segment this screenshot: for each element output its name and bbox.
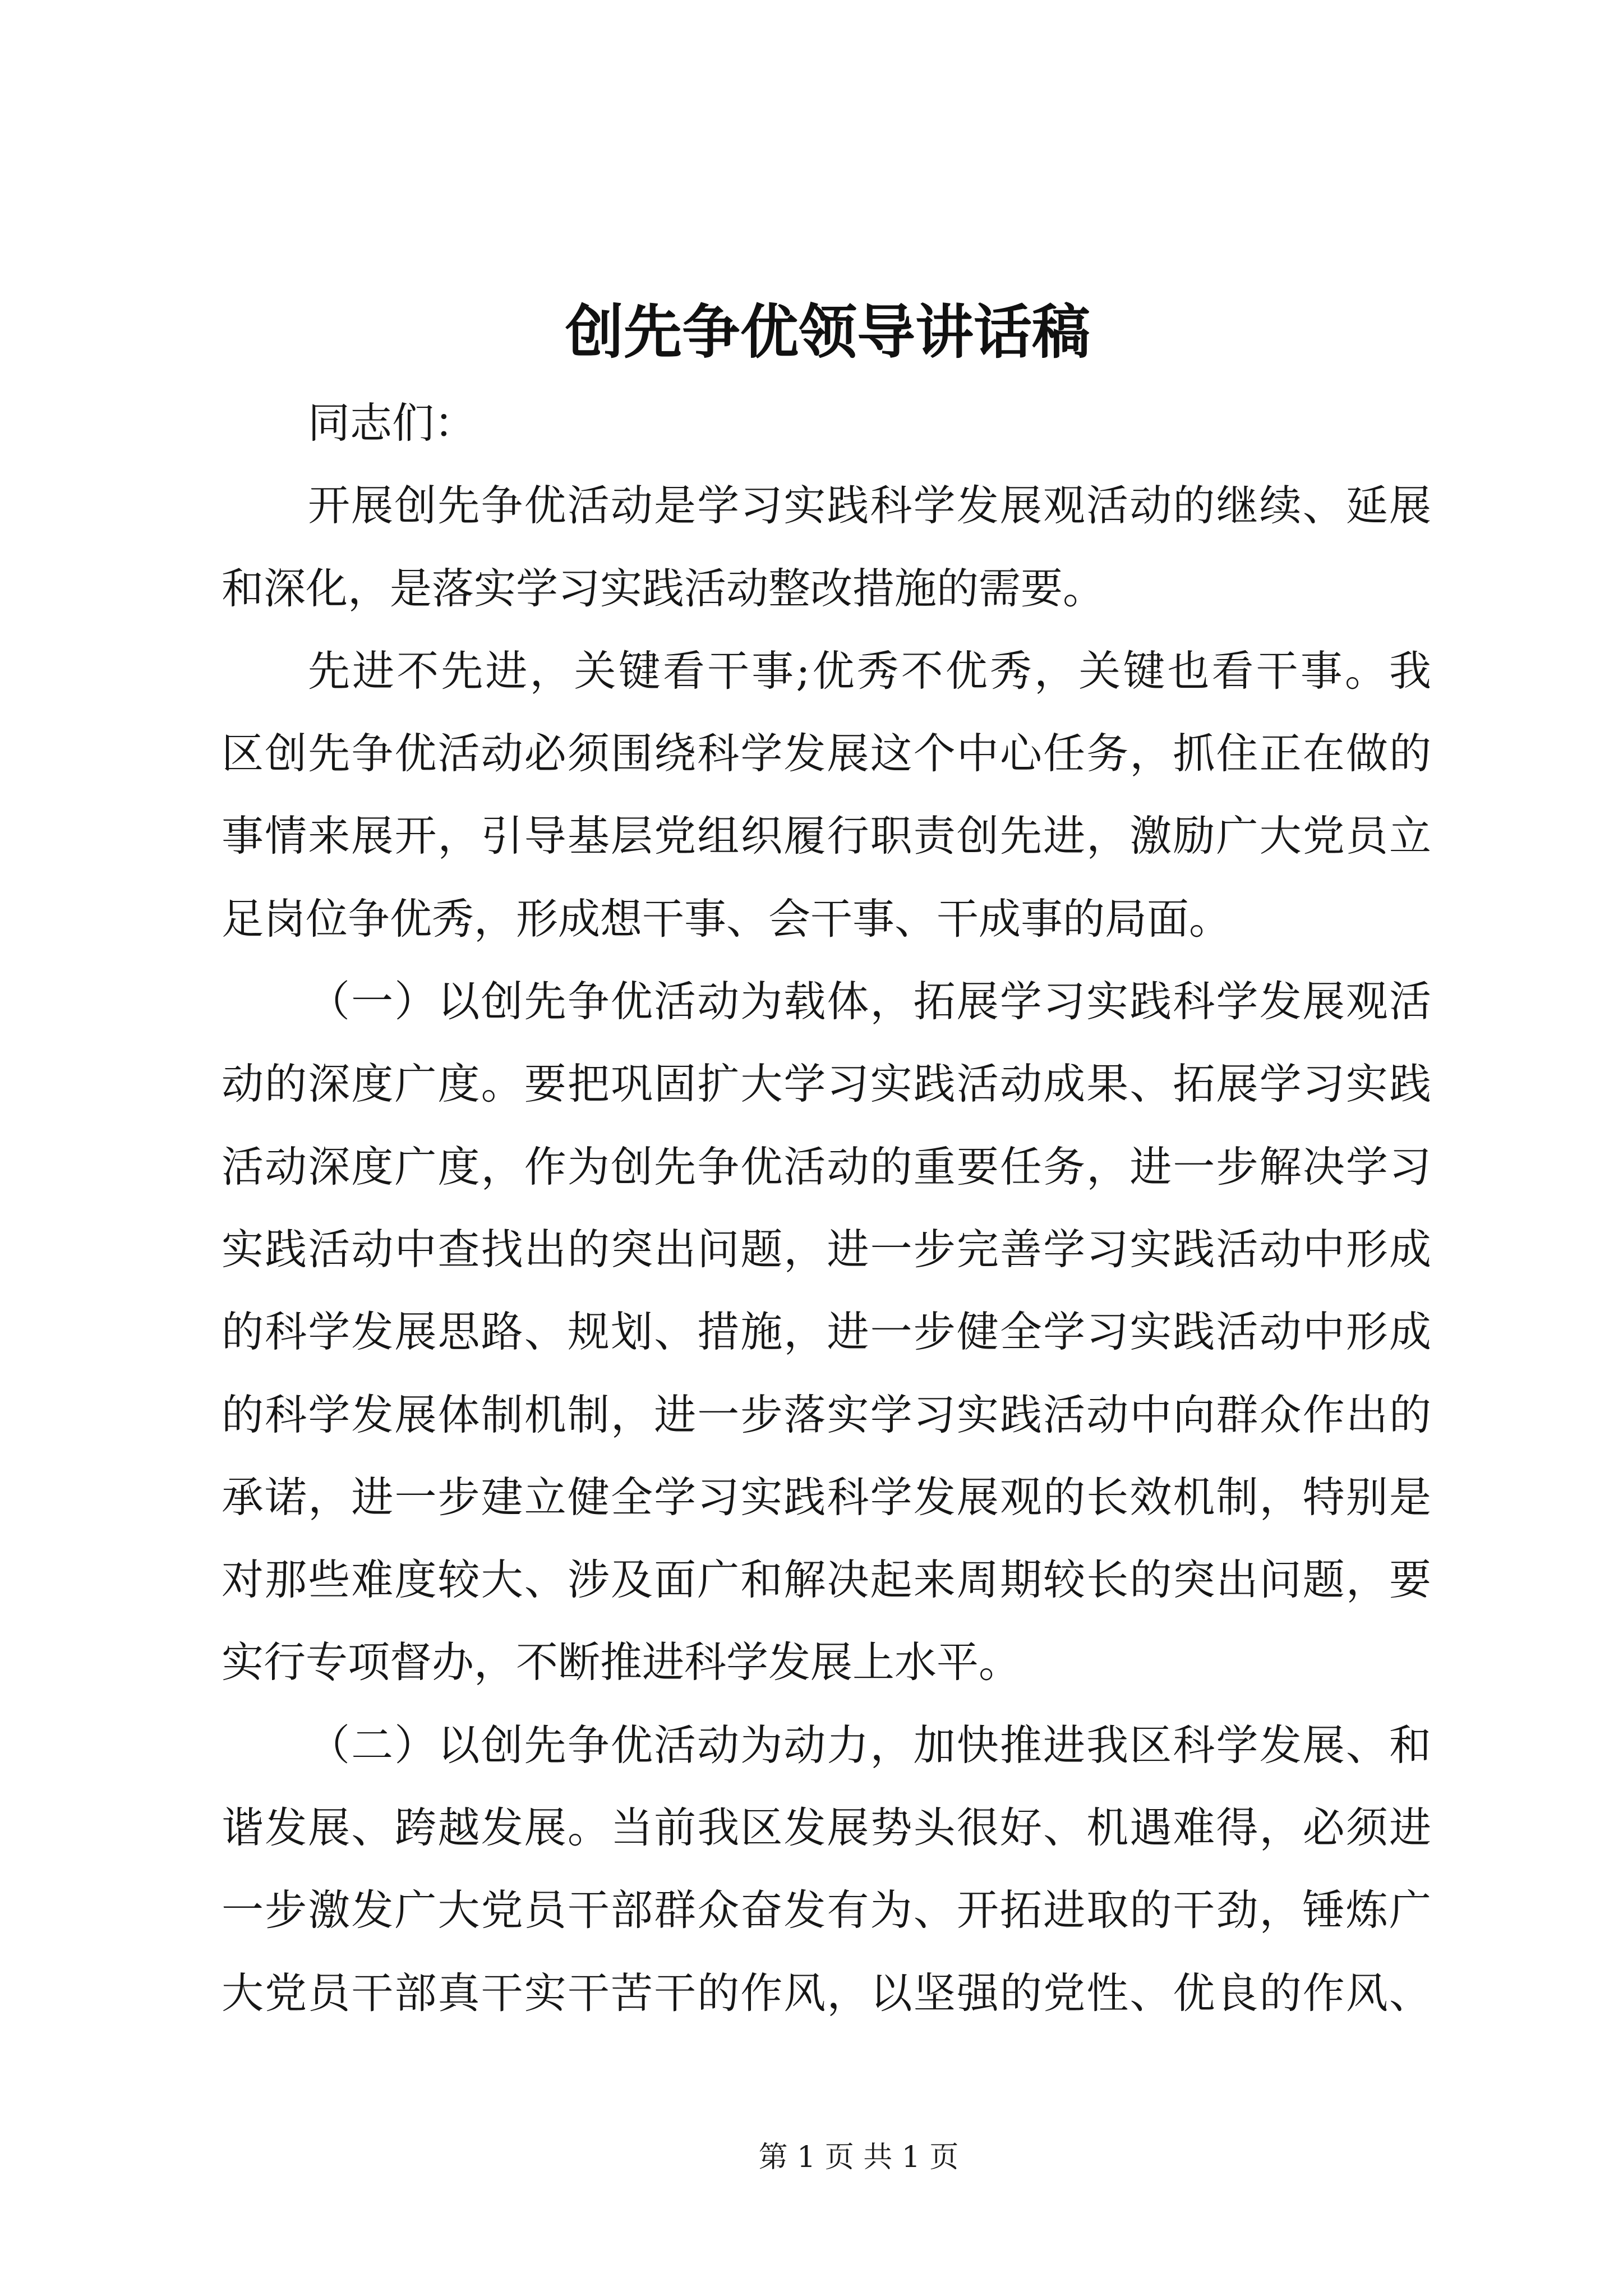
document-body [222, 382, 1431, 2035]
paragraph-line: 同志们： [308, 398, 477, 448]
paragraph-line: 和深化，是落实学习实践活动整改措施的需要。 [222, 563, 1105, 613]
paragraph-line: 区创先争优活动必须围绕科学发展这个中心任务，抓住正在做的 [222, 729, 1431, 779]
paragraph-line: （二）以创先争优活动为动力，加快推进我区科学发展、和 [308, 1720, 1431, 1770]
paragraph-line: 动的深度广度。要把巩固扩大学习实践活动成果、拓展学习实践 [222, 1059, 1431, 1109]
paragraph-line: 实践活动中查找出的突出问题，进一步完善学习实践活动中形成 [222, 1224, 1431, 1274]
paragraph-line: 对那些难度较大、涉及面广和解决起来周期较长的突出问题，要 [222, 1555, 1431, 1605]
paragraph-line: 的科学发展思路、规划、措施，进一步健全学习实践活动中形成 [222, 1307, 1431, 1357]
paragraph-line: 活动深度广度，作为创先争优活动的重要任务，进一步解决学习 [222, 1142, 1431, 1191]
paragraph-salutation [222, 382, 1431, 464]
paragraph-line: 大党员干部真干实干苦干的作风，以坚强的党性、优良的作风、 [222, 1968, 1431, 2018]
paragraph-line: 先进不先进，关键看干事;优秀不优秀，关键也看干事。我 [308, 646, 1431, 696]
paragraph-section-two [222, 1704, 1431, 2035]
document-title: 创先争优领导讲话稿 [565, 297, 1091, 366]
paragraph-line: 的科学发展体制机制，进一步落实学习实践活动中向群众作出的 [222, 1389, 1431, 1439]
paragraph-line: 一步激发广大党员干部群众奋发有为、开拓进取的干劲，锤炼广 [222, 1885, 1431, 1935]
paragraph-line: 承诺，进一步建立健全学习实践科学发展观的长效机制，特别是 [222, 1472, 1431, 1522]
paragraph [222, 464, 1431, 630]
paragraph-line: 谐发展、跨越发展。当前我区发展势头很好、机遇难得，必须进 [222, 1803, 1431, 1853]
paragraph [222, 630, 1431, 960]
paragraph-line: 事情来展开，引导基层党组织履行职责创先进，激励广大党员立 [222, 811, 1431, 861]
paragraph-line: 开展创先争优活动是学习实践科学发展观活动的继续、延展 [308, 481, 1431, 531]
paragraph-line: 实行专项督办，不断推进科学发展上水平。 [222, 1637, 1021, 1687]
paragraph-line: （一）以创先争优活动为载体，拓展学习实践科学发展观活 [308, 977, 1431, 1027]
paragraph-line: 足岗位争优秀，形成想干事、会干事、干成事的局面。 [222, 894, 1232, 944]
paragraph-section-one [222, 960, 1431, 1704]
page-footer: 第 1 页 共 1 页 [758, 2141, 959, 2174]
